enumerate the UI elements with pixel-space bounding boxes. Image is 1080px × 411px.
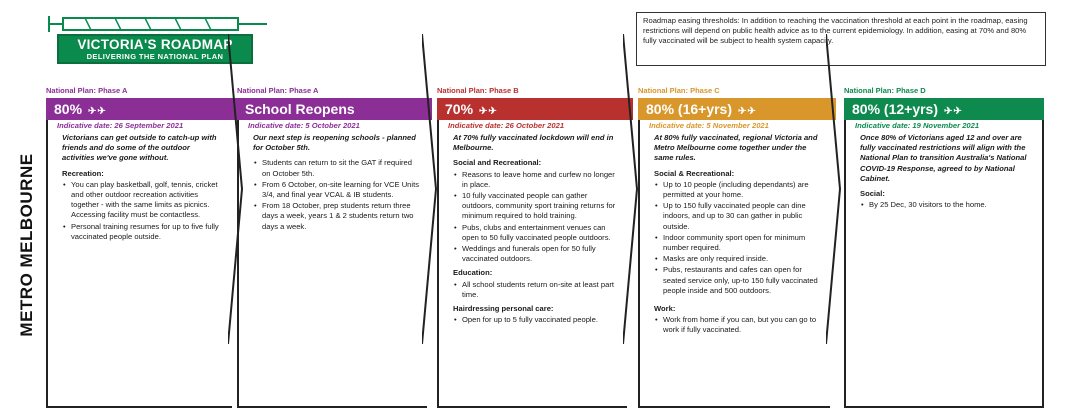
list-item: • Students can return to sit the GAT if required on October 5th.	[253, 158, 419, 178]
list-item: • Pubs, clubs and entertainment venues can open to 50 fully vaccinated people outdoors.	[453, 223, 619, 243]
section-list	[453, 315, 619, 325]
list-item: • Open for up to 5 fully vaccinated people.	[453, 315, 619, 325]
phase-body	[439, 131, 627, 325]
list-item: • Masks are only required inside.	[654, 254, 822, 264]
phase-intro: At 80% fully vaccinated, regional Victoria and Metro Melbourne come together under the same rules.	[654, 133, 818, 163]
indicative-date: Indicative date: 26 October 2021	[448, 121, 565, 130]
vaccine-icons: ✈✈	[88, 106, 107, 117]
list-item: • Pubs, restaurants and cafes can open for seated service only, up-to 150 fully vaccinated people inside and 500 outdoors.	[654, 265, 822, 296]
section-list	[253, 158, 419, 231]
section-list	[654, 315, 822, 335]
list-item: • Work from home if you can, but you can go to work if fully vaccinated.	[654, 315, 822, 335]
indicative-date: Indicative date: 5 October 2021	[248, 121, 360, 130]
section-title: Social:	[860, 189, 885, 199]
phase-card	[844, 120, 1044, 408]
logo-subtitle: DELIVERING THE NATIONAL PLAN	[86, 52, 224, 61]
phase-heading-text: 70%	[445, 101, 474, 117]
phase-body	[846, 131, 1042, 210]
section-title: Recreation:	[62, 168, 104, 178]
phase-body	[48, 131, 232, 242]
indicative-date: Indicative date: 5 November 2021	[649, 121, 769, 130]
phase-card	[46, 120, 232, 408]
phase-heading	[46, 98, 238, 120]
phase-tag: National Plan: Phase A	[46, 86, 128, 95]
phase-heading-text: 80% (16+yrs)	[646, 101, 733, 117]
logo-title-box	[57, 34, 253, 64]
section-title: Education:	[453, 268, 493, 278]
section-list	[62, 180, 224, 242]
logo-title: VICTORIA'S ROADMAP	[77, 37, 233, 52]
list-item: • Reasons to leave home and curfew no longer in place.	[453, 170, 619, 190]
list-item: • From 18 October, prep students return three days a week, years 1 & 2 students return two days a week.	[253, 201, 419, 232]
list-item: • By 25 Dec, 30 visitors to the home.	[860, 200, 1034, 210]
phase-column-3	[437, 86, 633, 325]
phase-intro: Our next step is reopening schools - planned for October 5th.	[253, 133, 416, 153]
phase-column-2	[237, 86, 432, 231]
phase-tag: National Plan: Phase A	[237, 86, 319, 95]
phase-card	[437, 120, 627, 408]
phase-column-5	[844, 86, 1044, 210]
easing-thresholds-notice: Roadmap easing thresholds: In addition to reaching the vaccination threshold at each point in the roadmap, easing restrictions will depend on public health advice as to the current epidemiology. In addition, easing at 70% and 80% fully vaccinated will be subject to health system capacity.	[636, 12, 1046, 66]
phase-intro: Once 80% of Victorians aged 12 and over are fully vaccinated restrictions will align with the National Plan to transition Australia's National COVID-19 Response, agreed to by National Cabinet.	[860, 133, 1027, 183]
phase-heading-text: School Reopens	[245, 101, 355, 117]
list-item: • Personal training resumes for up to five fully vaccinated people outside.	[62, 222, 224, 242]
vaccine-icons: ✈✈	[479, 106, 498, 117]
indicative-date: Indicative date: 19 November 2021	[855, 121, 980, 130]
vaccine-icons: ✈✈	[944, 106, 963, 117]
list-item: • Up to 10 people (including dependants) are permitted at your home.	[654, 180, 822, 200]
phase-card	[638, 120, 830, 408]
vaccine-icons: ✈✈	[738, 106, 757, 117]
phase-heading-text: 80%	[54, 101, 83, 117]
indicative-date: Indicative date: 26 September 2021	[57, 121, 184, 130]
section-title: Work:	[654, 304, 676, 314]
list-item: • Indoor community sport open for minimum number required.	[654, 233, 822, 253]
section-list	[860, 200, 1034, 210]
phase-column-4	[638, 86, 836, 335]
region-label: METRO MELBOURNE	[17, 153, 36, 337]
list-item: • All school students return on-site at least part time.	[453, 280, 619, 300]
phase-card	[237, 120, 427, 408]
phase-heading	[844, 98, 1044, 120]
syringe-icon	[45, 10, 270, 36]
section-list	[654, 180, 822, 296]
phase-tag: National Plan: Phase B	[437, 86, 519, 95]
phase-intro: At 70% fully vaccinated lockdown will end in Melbourne.	[453, 133, 614, 153]
list-item: • From 6 October, on-site learning for VCE Units 3/4, and final year VCAL & IB students.	[253, 180, 419, 200]
list-item: • Weddings and funerals open for 50 fully vaccinated outdoors.	[453, 244, 619, 264]
phase-column-1	[46, 86, 238, 241]
section-title: Social & Recreational:	[654, 168, 735, 178]
phase-heading	[638, 98, 836, 120]
phase-tag: National Plan: Phase C	[638, 86, 720, 95]
section-list	[453, 280, 619, 300]
phase-body	[640, 131, 830, 336]
section-title: Social and Recreational:	[453, 158, 542, 168]
phase-intro: Victorians can get outside to catch-up with friends and do some of the outdoor activities we've gone without.	[62, 133, 217, 163]
phase-heading-text: 80% (12+yrs)	[852, 101, 939, 117]
phase-heading	[237, 98, 432, 120]
list-item: • Up to 150 fully vaccinated people can dine indoors, and up to 30 can gather in public outside.	[654, 201, 822, 232]
phase-heading	[437, 98, 633, 120]
section-title: Hairdressing personal care:	[453, 304, 554, 314]
chevron-divider-icon	[826, 34, 844, 344]
section-list	[453, 170, 619, 265]
phase-body	[239, 131, 427, 232]
phase-tag: National Plan: Phase D	[844, 86, 926, 95]
list-item: • 10 fully vaccinated people can gather outdoors, community sport training returns for minimum required to hold training.	[453, 191, 619, 222]
side-label	[12, 95, 42, 405]
list-item: • You can play basketball, golf, tennis, cricket and other outdoor recreation activities together - with the same limits as picnics. Accessing facility must be contactless.	[62, 180, 224, 221]
